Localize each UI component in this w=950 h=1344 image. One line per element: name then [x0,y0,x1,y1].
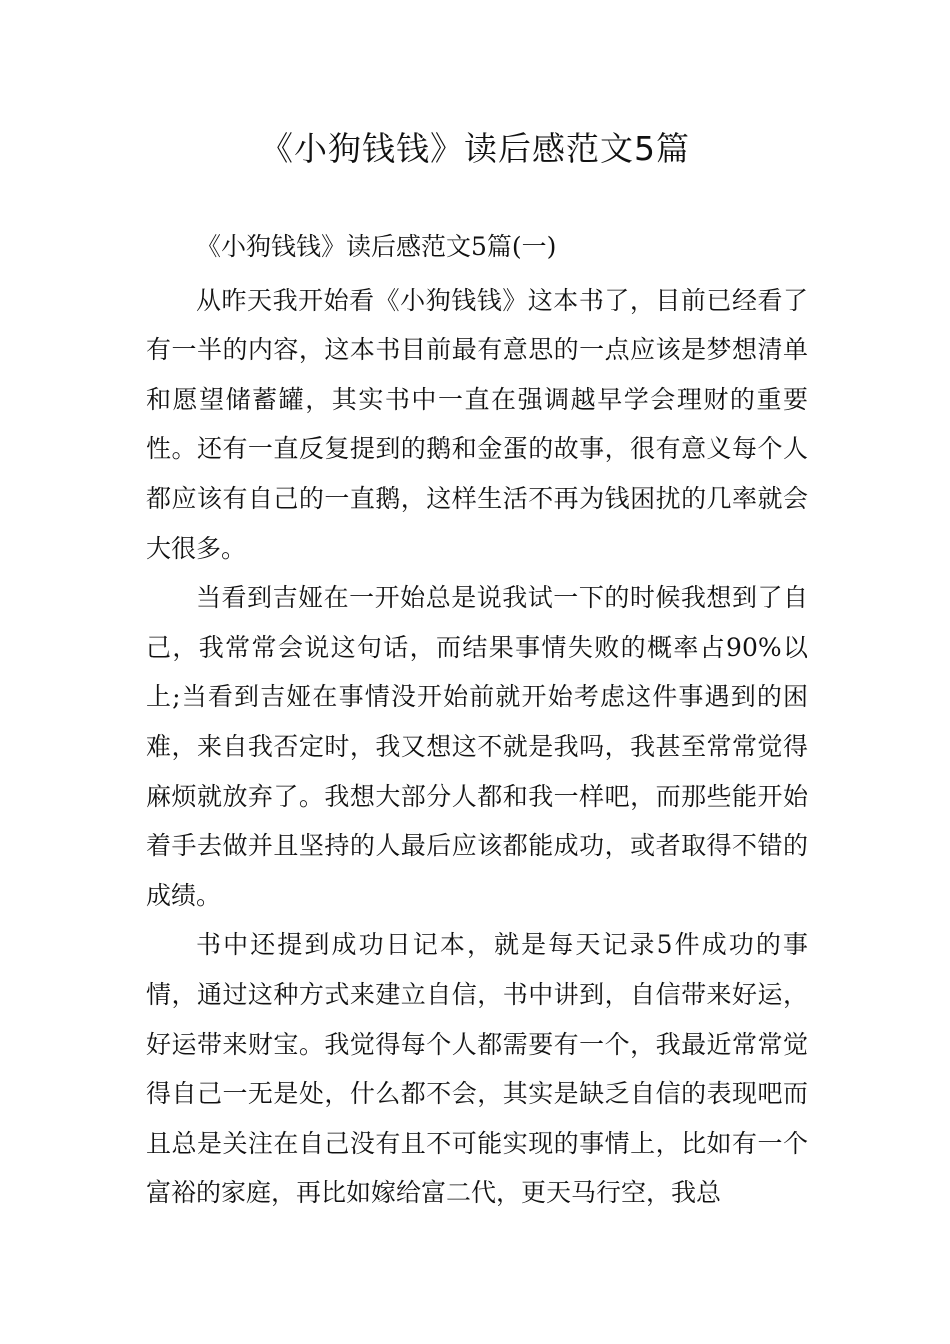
document-body [146,222,808,1218]
section-subtitle: 《小狗钱钱》读后感范文5篇(一) [196,232,557,261]
document-title: 《小狗钱钱》读后感范文5篇 [260,129,690,168]
paragraph-3: 书中还提到成功日记本，就是每天记录5件成功的事情，通过这种方式来建立自信，书中讲到，自信带来好运，好运带来财宝。我觉得每个人都需要有一个，我最近常常觉得自己一无是处，什么都不会，其实是缺乏自信的表现吧而且总是关注在自己没有且不可能实现的事情上，比如有一个富裕的家庭，再比如嫁给富二代，更天马行空，我总 [146,930,808,1208]
paragraph-2: 当看到吉娅在一开始总是说我试一下的时候我想到了自己，我常常会说这句话，而结果事情失败的概率占90%以上;当看到吉娅在事情没开始前就开始考虑这件事遇到的困难，来自我否定时，我又想这不就是我吗，我甚至常常觉得麻烦就放弃了。我想大部分人都和我一样吧，而那些能开始着手去做并且坚持的人最后应该都能成功，或者取得不错的成绩。 [146,583,808,910]
paragraph-1: 从昨天我开始看《小狗钱钱》这本书了，目前已经看了有一半的内容，这本书目前最有意思的一点应该是梦想清单和愿望储蓄罐，其实书中一直在强调越早学会理财的重要性。还有一直反复提到的鹅和金蛋的故事，很有意义每个人都应该有自己的一直鹅，这样生活不再为钱困扰的几率就会大很多。 [146,285,808,563]
